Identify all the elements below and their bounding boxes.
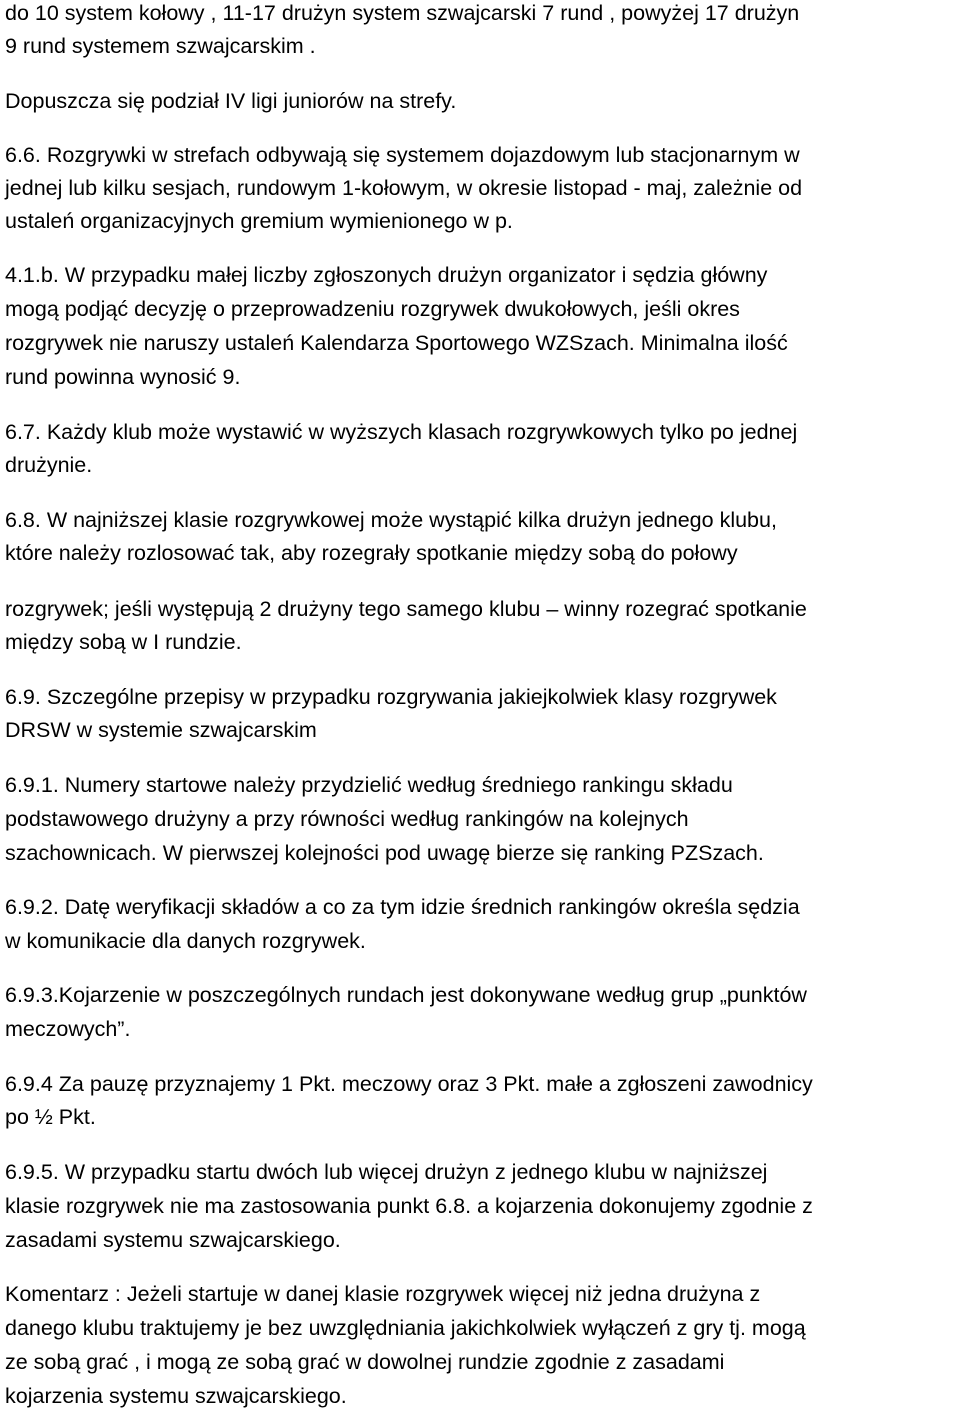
text-line-12: drużynie. <box>5 453 93 477</box>
text-line-26: 6.9.4 Za pauzę przyznajemy 1 Pkt. meczowy oraz 3 Pkt. małe a zgłoszeni zawodnicy <box>5 1072 813 1096</box>
text-line-34: kojarzenia systemu szwajcarskiego. <box>5 1384 347 1408</box>
text-line-23: w komunikacie dla danych rozgrywek. <box>5 929 366 953</box>
text-line-14: które należy rozlosować tak, aby rozegrały spotkanie między sobą do połowy <box>5 541 738 565</box>
text-line-3: Dopuszcza się podział IV ligi juniorów na strefy. <box>5 89 457 113</box>
text-line-5: jednej lub kilku sesjach, rundowym 1-kołowym, w okresie listopad - maj, zależnie od <box>5 176 803 200</box>
text-line-9: rozgrywek nie naruszy ustaleń Kalendarza Sportowego WZSzach. Minimalna ilość <box>5 331 788 355</box>
text-line-29: klasie rozgrywek nie ma zastosowania punkt 6.8. a kojarzenia dokonujemy zgodnie z <box>5 1194 813 1218</box>
text-line-27: po ½ Pkt. <box>5 1105 96 1129</box>
text-line-21: szachownicach. W pierwszej kolejności pod uwagę bierze się ranking PZSzach. <box>5 841 764 865</box>
text-line-6: ustaleń organizacyjnych gremium wymienionego w p. <box>5 209 513 233</box>
text-line-22: 6.9.2. Datę weryfikacji składów a co za tym idzie średnich rankingów określa sędzia <box>5 895 800 919</box>
text-line-16: między sobą w I rundzie. <box>5 630 242 654</box>
text-line-4: 6.6. Rozgrywki w strefach odbywają się systemem dojazdowym lub stacjonarnym w <box>5 143 800 167</box>
text-line-7: 4.1.b. W przypadku małej liczby zgłoszonych drużyn organizator i sędzia główny <box>5 263 768 287</box>
text-line-8: mogą podjąć decyzję o przeprowadzeniu rozgrywek dwukołowych, jeśli okres <box>5 297 740 321</box>
text-line-28: 6.9.5. W przypadku startu dwóch lub więcej drużyn z jednego klubu w najniższej <box>5 1160 768 1184</box>
text-line-11: 6.7. Każdy klub może wystawić w wyższych klasach rozgrywkowych tylko po jednej <box>5 420 798 444</box>
text-line-20: podstawowego drużyny a przy równości według rankingów na kolejnych <box>5 807 689 831</box>
text-line-17: 6.9. Szczególne przepisy w przypadku rozgrywania jakiejkolwiek klasy rozgrywek <box>5 685 777 709</box>
text-line-19: 6.9.1. Numery startowe należy przydzielić według średniego rankingu składu <box>5 773 733 797</box>
text-line-30: zasadami systemu szwajcarskiego. <box>5 1228 341 1252</box>
text-line-1: do 10 system kołowy , 11-17 drużyn system szwajcarski 7 rund , powyżej 17 drużyn <box>5 1 800 25</box>
text-line-24: 6.9.3.Kojarzenie w poszczególnych rundach jest dokonywane według grup „punktów <box>5 983 807 1007</box>
text-line-31: Komentarz : Jeżeli startuje w danej klasie rozgrywek więcej niż jedna drużyna z <box>5 1282 761 1306</box>
text-line-13: 6.8. W najniższej klasie rozgrywkowej może wystąpić kilka drużyn jednego klubu, <box>5 508 777 532</box>
text-line-10: rund powinna wynosić 9. <box>5 365 241 389</box>
text-line-33: ze sobą grać , i mogą ze sobą grać w dowolnej rundzie zgodnie z zasadami <box>5 1350 725 1374</box>
text-line-18: DRSW w systemie szwajcarskim <box>5 718 317 742</box>
text-line-25: meczowych”. <box>5 1017 131 1041</box>
text-line-15: rozgrywek; jeśli występują 2 drużyny tego samego klubu – winny rozegrać spotkanie <box>5 597 807 621</box>
text-line-32: danego klubu traktujemy je bez uwzględniania jakichkolwiek wyłączeń z gry tj. mogą <box>5 1316 806 1340</box>
text-line-2: 9 rund systemem szwajcarskim . <box>5 34 316 58</box>
